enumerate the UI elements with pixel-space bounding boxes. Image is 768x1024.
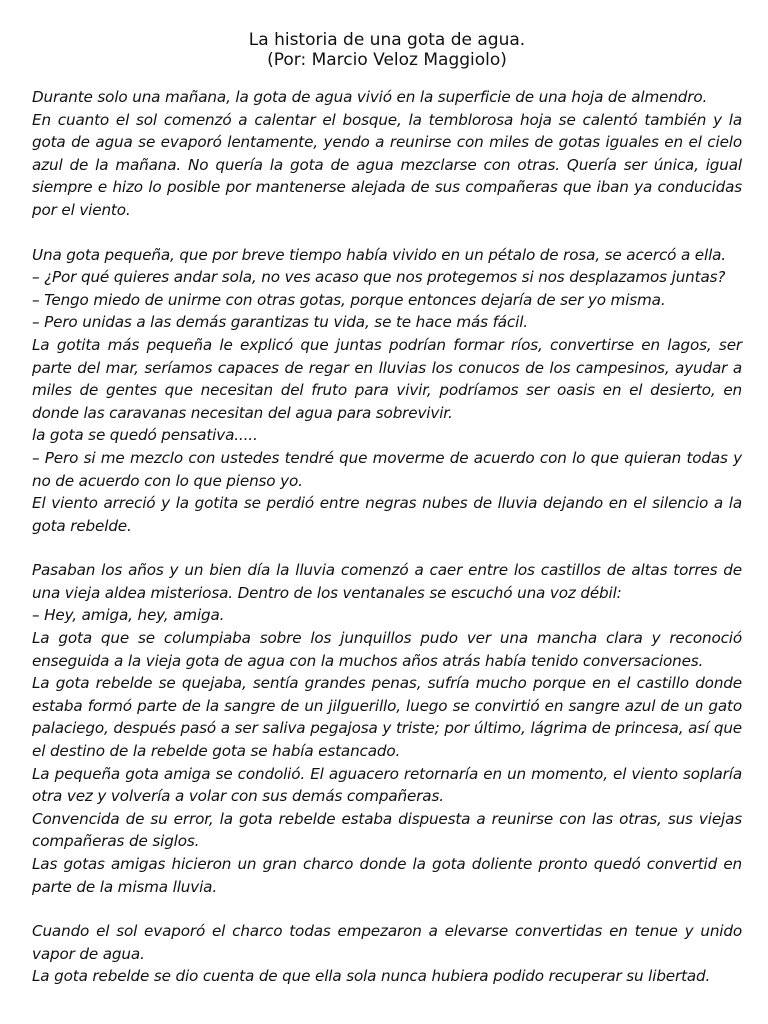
dialogue-line: – Pero si me mezclo con ustedes tendré que moverme de acuerdo con lo que quieran todas y no de acuerdo con lo que pienso yo. — [32, 448, 742, 490]
document-header — [32, 30, 742, 70]
paragraph: Pasaban los años y un bien día la lluvia comenzó a caer entre los castillos de altas torres de una vieja aldea misteriosa. Dentro de los ventanales se escuchó una voz débil: — [32, 561, 742, 602]
paragraph: El viento arreció y la gotita se perdió entre negras nubes de lluvia dejando en el silencio a la gota rebelde. — [32, 494, 742, 535]
paragraph: En cuanto el sol comenzó a calentar el bosque, la temblorosa hoja se calentó también y la gota de agua se evaporó lentamente, yendo a reunirse con miles de gotas iguales en el cielo azul de la mañana. No quería la gota de agua mezclarse con otras. Quería ser única, igual siempre e hizo lo posible por mantenerse alejada de sus compañeras que iban ya conducidas por el viento. — [32, 110, 742, 219]
dialogue-line: – Tengo miedo de unirme con otras gotas, porque entonces dejaría de ser yo misma. — [32, 290, 666, 309]
document-body — [32, 86, 742, 988]
paragraph: la gota se quedó pensativa..... — [32, 426, 258, 445]
document-author: (Por: Marcio Veloz Maggiolo) — [267, 50, 507, 70]
paragraph: La pequeña gota amiga se condolió. El aguacero retornaría en un momento, el viento soplaría otra vez y volvería a volar con sus demás compañeras. — [32, 764, 742, 806]
paragraph: La gotita más pequeña le explicó que juntas podrían formar ríos, convertirse en lagos, ser parte del mar, seríamos capaces de regar en lluvias los conucos de los campesinos, ayudar a miles de gentes que necesitan del fruto para vivir, podríamos ser oasis en el desierto, en donde las caravanas necesitan del agua para sobrevivir. — [32, 335, 742, 422]
dialogue-line: – Hey, amiga, hey, amiga. — [32, 606, 225, 625]
paragraph: Las gotas amigas hicieron un gran charco donde la gota doliente pronto quedó convertid en parte de la misma lluvia. — [32, 855, 742, 896]
document-title: La historia de una gota de agua. — [248, 30, 526, 50]
paragraph: Cuando el sol evaporó el charco todas empezaron a elevarse convertidas en tenue y unido vapor de agua. — [32, 922, 742, 963]
paragraph: Una gota pequeña, que por breve tiempo había vivido en un pétalo de rosa, se acercó a ella. — [32, 245, 726, 264]
paragraph: Convencida de su error, la gota rebelde estaba dispuesta a reunirse con las otras, sus viejas compañeras de siglos. — [32, 809, 742, 851]
paragraph: La gota rebelde se quejaba, sentía grandes penas, sufría mucho porque en el castillo donde estaba formó parte de la sangre de un jilguerillo, luego se convirtió en sangre azul de un gato palaciego, después pasó a ser saliva pegajosa y triste; por último, lágrima de princesa, así que el destino de la rebelde gota se había estancado. — [32, 674, 742, 761]
paragraph-gap — [32, 537, 742, 559]
paragraph-gap — [32, 222, 742, 244]
paragraph: La gota que se columpiaba sobre los junquillos pudo ver una mancha clara y reconoció enseguida a la vieja gota de agua con la muchos años atrás había tenido conversaciones. — [32, 629, 742, 670]
paragraph-gap — [32, 898, 742, 920]
paragraph: La gota rebelde se dio cuenta de que ella sola nunca hubiera podido recuperar su libertad. — [32, 967, 711, 986]
dialogue-line: – Pero unidas a las demás garantizas tu vida, se te hace más fácil. — [32, 313, 528, 332]
dialogue-line: – ¿Por qué quieres andar sola, no ves acaso que nos protegemos si nos desplazamos juntas? — [32, 268, 726, 287]
paragraph: Durante solo una mañana, la gota de agua vivió en la superficie de una hoja de almendro. — [32, 88, 708, 106]
